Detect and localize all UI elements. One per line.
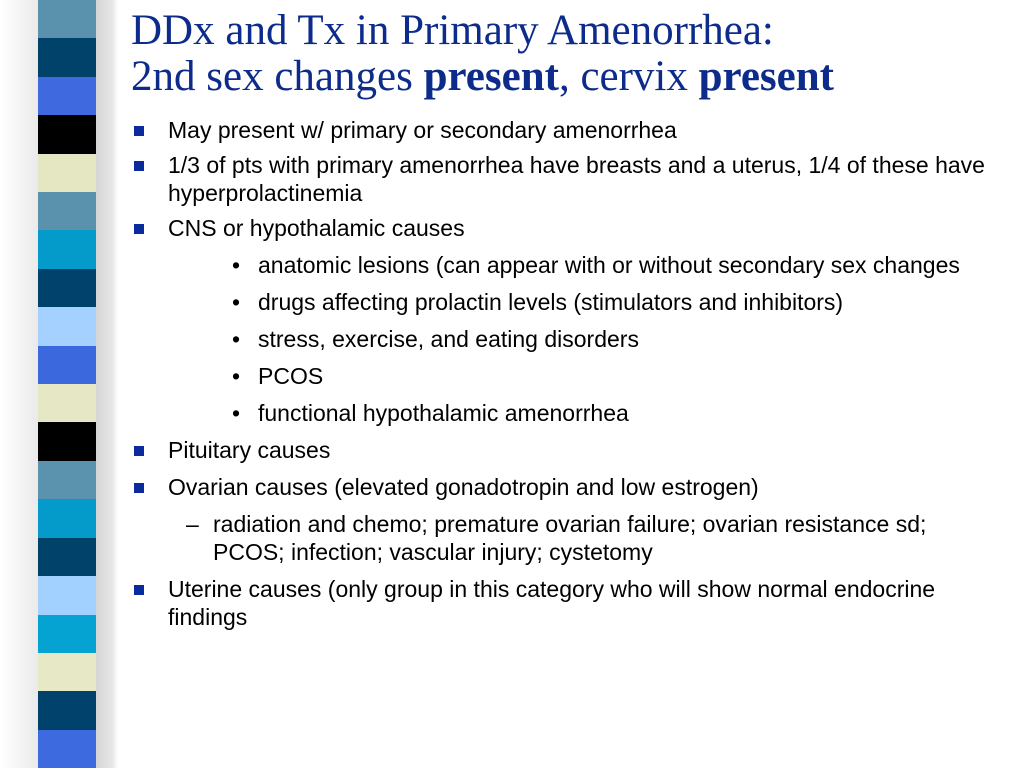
stripe-block [38, 576, 96, 614]
bullet-item [131, 151, 1001, 207]
square-bullet-icon [134, 446, 144, 456]
bullet-text: Pituitary causes [168, 437, 331, 463]
square-bullet-icon [134, 585, 144, 595]
bullet-text: 1/3 of pts with primary amenorrhea have breasts and a uterus, 1/4 of these have hyperprolactinemia [168, 152, 985, 206]
square-bullet-icon [134, 483, 144, 493]
stripe-block [38, 538, 96, 576]
stripe-block [38, 615, 96, 653]
dot-bullet-icon: • [232, 400, 241, 426]
slide-title [131, 8, 1011, 100]
bullet-text: Uterine causes (only group in this category who will show normal endocrine findings [168, 576, 936, 630]
slide-body [131, 116, 1001, 631]
stripe-block [38, 192, 96, 230]
square-bullet-icon [134, 126, 144, 136]
bullet-text: May present w/ primary or secondary amenorrhea [168, 117, 677, 143]
title-emphasis-present-1: present [423, 53, 559, 100]
title-emphasis-present-2: present [698, 53, 834, 100]
bullet-text: Ovarian causes (elevated gonadotropin and low estrogen) [168, 474, 759, 500]
bullet-item [131, 116, 1001, 144]
sub-bullet-text: functional hypothalamic amenorrhea [258, 400, 629, 426]
stripe-block [38, 230, 96, 268]
stripe-block [38, 691, 96, 729]
sub-bullet-item [131, 251, 1001, 279]
sub-bullet-text: PCOS [258, 363, 324, 389]
decorative-color-stripe [38, 0, 96, 768]
sub-bullet-item [131, 399, 1001, 427]
bullet-item [131, 214, 1001, 242]
dot-bullet-icon: • [232, 363, 241, 389]
dot-bullet-icon: • [232, 289, 241, 315]
stripe-block [38, 115, 96, 153]
stripe-block [38, 499, 96, 537]
bullet-item [131, 436, 1001, 464]
bullet-item [131, 575, 1001, 631]
square-bullet-icon [134, 224, 144, 234]
title-line-2-part-c: , cervix [558, 53, 699, 100]
dash-bullet-text: radiation and chemo; premature ovarian failure; ovarian resistance sd; PCOS; infection; vascular injury; cystetomy [213, 511, 927, 565]
stripe-block [38, 0, 96, 38]
bullet-text: CNS or hypothalamic causes [168, 215, 465, 241]
stripe-block [38, 384, 96, 422]
stripe-block [38, 346, 96, 384]
stripe-block [38, 38, 96, 76]
stripe-block [38, 77, 96, 115]
sub-bullet-item [131, 362, 1001, 390]
sub-bullet-text: anatomic lesions (can appear with or without secondary sex changes [258, 252, 960, 278]
sub-bullet-text: drugs affecting prolactin levels (stimulators and inhibitors) [258, 289, 844, 315]
stripe-block [38, 653, 96, 691]
square-bullet-icon [134, 161, 144, 171]
stripe-block [38, 154, 96, 192]
bullet-item [131, 473, 1001, 501]
dot-bullet-icon: • [232, 252, 241, 278]
title-line-2-part-a: 2nd sex changes [131, 53, 424, 100]
title-line-1: DDx and Tx in Primary Amenorrhea: [131, 7, 774, 54]
dot-bullet-icon: • [232, 326, 241, 352]
dash-bullet-icon: – [186, 511, 199, 537]
stripe-block [38, 730, 96, 768]
stripe-block [38, 269, 96, 307]
sub-bullet-text: stress, exercise, and eating disorders [258, 326, 639, 352]
stripe-block [38, 307, 96, 345]
stripe-block [38, 422, 96, 460]
stripe-block [38, 461, 96, 499]
dash-bullet-item [131, 510, 1001, 566]
sub-bullet-item [131, 325, 1001, 353]
sub-bullet-item [131, 288, 1001, 316]
